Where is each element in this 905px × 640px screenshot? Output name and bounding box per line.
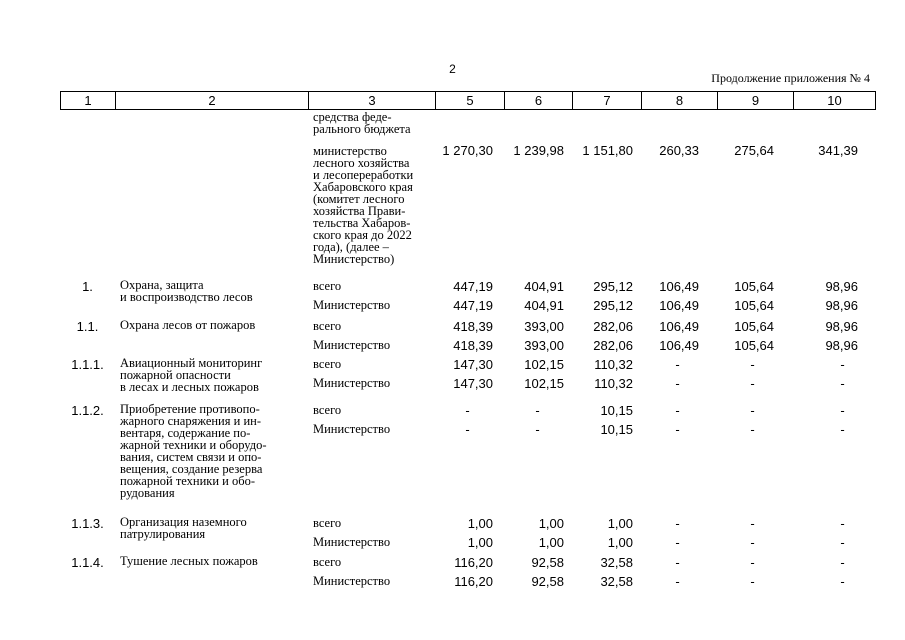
source-continued: средства феде- рального бюджета <box>313 110 411 136</box>
value-cell: - <box>675 516 680 531</box>
funding-source: всего <box>313 279 342 293</box>
value-cell: 282,06 <box>593 338 633 353</box>
funding-source: всего <box>313 403 342 417</box>
funding-source: Министерство <box>313 376 391 390</box>
value-cell: 1,00 <box>467 535 493 550</box>
header-col-1: 1 <box>84 93 92 108</box>
value-cell: 105,64 <box>734 279 774 294</box>
funding-source: всего <box>313 357 342 371</box>
ministry-source-description: министерство лесного хозяйства и лесопереработки Хабаровского края (комитет лесного хозяйства Прави- тельства Хабаров- ского края до 2022 года), (далее – Министерство) <box>313 144 414 266</box>
row-name: Приобретение противопо- жарного снаряжения и ин- вентаря, содержание по- жарной техники и оборудо- вания, систем связи и опо- вещения, создание резерва пожарной техники и обо- рудования <box>120 402 267 500</box>
value-cell: 447,19 <box>453 279 493 294</box>
funding-source: Министерство <box>313 422 391 436</box>
value-cell: - <box>750 357 755 372</box>
value-cell: 275,64 <box>734 143 774 158</box>
row-name: Тушение лесных пожаров <box>120 554 258 568</box>
value-cell: - <box>750 555 755 570</box>
value-cell: 106,49 <box>659 319 699 334</box>
value-cell: - <box>465 422 470 437</box>
value-cell: - <box>750 376 755 391</box>
funding-source: всего <box>313 319 342 333</box>
header-col-5: 5 <box>435 92 504 109</box>
row-code: 1. <box>82 279 93 294</box>
value-cell: 1 270,30 <box>442 143 493 158</box>
value-cell: - <box>840 357 845 372</box>
value-cell: 102,15 <box>524 357 564 372</box>
value-cell: 110,32 <box>594 357 633 372</box>
value-cell: - <box>675 535 680 550</box>
value-cell: 1 239,98 <box>513 143 564 158</box>
value-cell: 147,30 <box>453 376 493 391</box>
value-cell: - <box>675 574 680 589</box>
value-cell: - <box>840 574 845 589</box>
value-cell: 393,00 <box>524 319 564 334</box>
value-cell: - <box>750 574 755 589</box>
value-cell: 10,15 <box>600 422 633 437</box>
value-cell: 1,00 <box>538 535 564 550</box>
funding-source: всего <box>313 516 342 530</box>
value-cell: 260,33 <box>659 143 699 158</box>
value-cell: 1,00 <box>607 535 633 550</box>
continuation-note: Продолжение приложения № 4 <box>711 71 870 85</box>
value-cell: 92,58 <box>531 574 564 589</box>
value-cell: - <box>675 357 680 372</box>
row-code: 1.1.1. <box>71 357 104 372</box>
value-cell: 393,00 <box>524 338 564 353</box>
value-cell: 418,39 <box>453 319 493 334</box>
table-header <box>60 91 876 110</box>
row-name: Охрана, защита и воспроизводство лесов <box>120 278 253 304</box>
value-cell: 116,20 <box>454 555 493 570</box>
value-cell: 447,19 <box>453 298 493 313</box>
value-cell: 418,39 <box>453 338 493 353</box>
value-cell: 1 151,80 <box>582 143 633 158</box>
value-cell: 98,96 <box>825 298 858 313</box>
value-cell: 1,00 <box>607 516 633 531</box>
value-cell: - <box>840 403 845 418</box>
value-cell: 1,00 <box>538 516 564 531</box>
value-cell: - <box>675 403 680 418</box>
value-cell: 98,96 <box>825 319 858 334</box>
value-cell: 404,91 <box>524 298 564 313</box>
value-cell: - <box>840 555 845 570</box>
value-cell: 147,30 <box>453 357 493 372</box>
page-number: 2 <box>449 62 456 76</box>
value-cell: 92,58 <box>531 555 564 570</box>
value-cell: - <box>535 422 540 437</box>
funding-source: Министерство <box>313 574 391 588</box>
value-cell: 98,96 <box>825 338 858 353</box>
header-col-10: 10 <box>793 92 875 109</box>
value-cell: 295,12 <box>593 298 633 313</box>
value-cell: - <box>840 535 845 550</box>
value-cell: - <box>750 516 755 531</box>
value-cell: 1,00 <box>467 516 493 531</box>
row-code: 1.1.3. <box>71 516 104 531</box>
value-cell: 404,91 <box>524 279 564 294</box>
value-cell: 32,58 <box>600 555 633 570</box>
value-cell: 341,39 <box>818 143 858 158</box>
funding-source: Министерство <box>313 535 391 549</box>
value-cell: 105,64 <box>734 338 774 353</box>
header-col-8: 8 <box>641 92 717 109</box>
row-code: 1.1. <box>76 319 99 334</box>
value-cell: - <box>840 422 845 437</box>
value-cell: - <box>840 516 845 531</box>
value-cell: - <box>535 403 540 418</box>
row-code: 1.1.4. <box>71 555 104 570</box>
value-cell: 106,49 <box>659 338 699 353</box>
row-name: Охрана лесов от пожаров <box>120 318 256 332</box>
value-cell: 105,64 <box>734 319 774 334</box>
value-cell: 10,15 <box>600 403 633 418</box>
header-col-3: 3 <box>308 92 435 109</box>
header-col-9: 9 <box>717 92 793 109</box>
header-col-7: 7 <box>572 92 641 109</box>
value-cell: 98,96 <box>825 279 858 294</box>
row-name: Организация наземного патрулирования <box>120 515 247 541</box>
value-cell: - <box>750 422 755 437</box>
value-cell: 105,64 <box>734 298 774 313</box>
header-col-6: 6 <box>504 92 572 109</box>
value-cell: - <box>465 403 470 418</box>
funding-source: всего <box>313 555 342 569</box>
row-code: 1.1.2. <box>71 403 104 418</box>
value-cell: 106,49 <box>659 279 699 294</box>
funding-source: Министерство <box>313 298 391 312</box>
value-cell: 282,06 <box>593 319 633 334</box>
value-cell: 116,20 <box>454 574 493 589</box>
value-cell: - <box>675 376 680 391</box>
funding-source: Министерство <box>313 338 391 352</box>
value-cell: - <box>675 422 680 437</box>
value-cell: - <box>750 535 755 550</box>
value-cell: 110,32 <box>594 376 633 391</box>
row-name: Авиационный мониторинг пожарной опасности в лесах и лесных пожаров <box>120 356 263 394</box>
value-cell: 106,49 <box>659 298 699 313</box>
value-cell: 32,58 <box>600 574 633 589</box>
value-cell: 295,12 <box>593 279 633 294</box>
value-cell: - <box>675 555 680 570</box>
value-cell: - <box>840 376 845 391</box>
value-cell: 102,15 <box>524 376 564 391</box>
value-cell: - <box>750 403 755 418</box>
header-col-2: 2 <box>115 92 308 109</box>
